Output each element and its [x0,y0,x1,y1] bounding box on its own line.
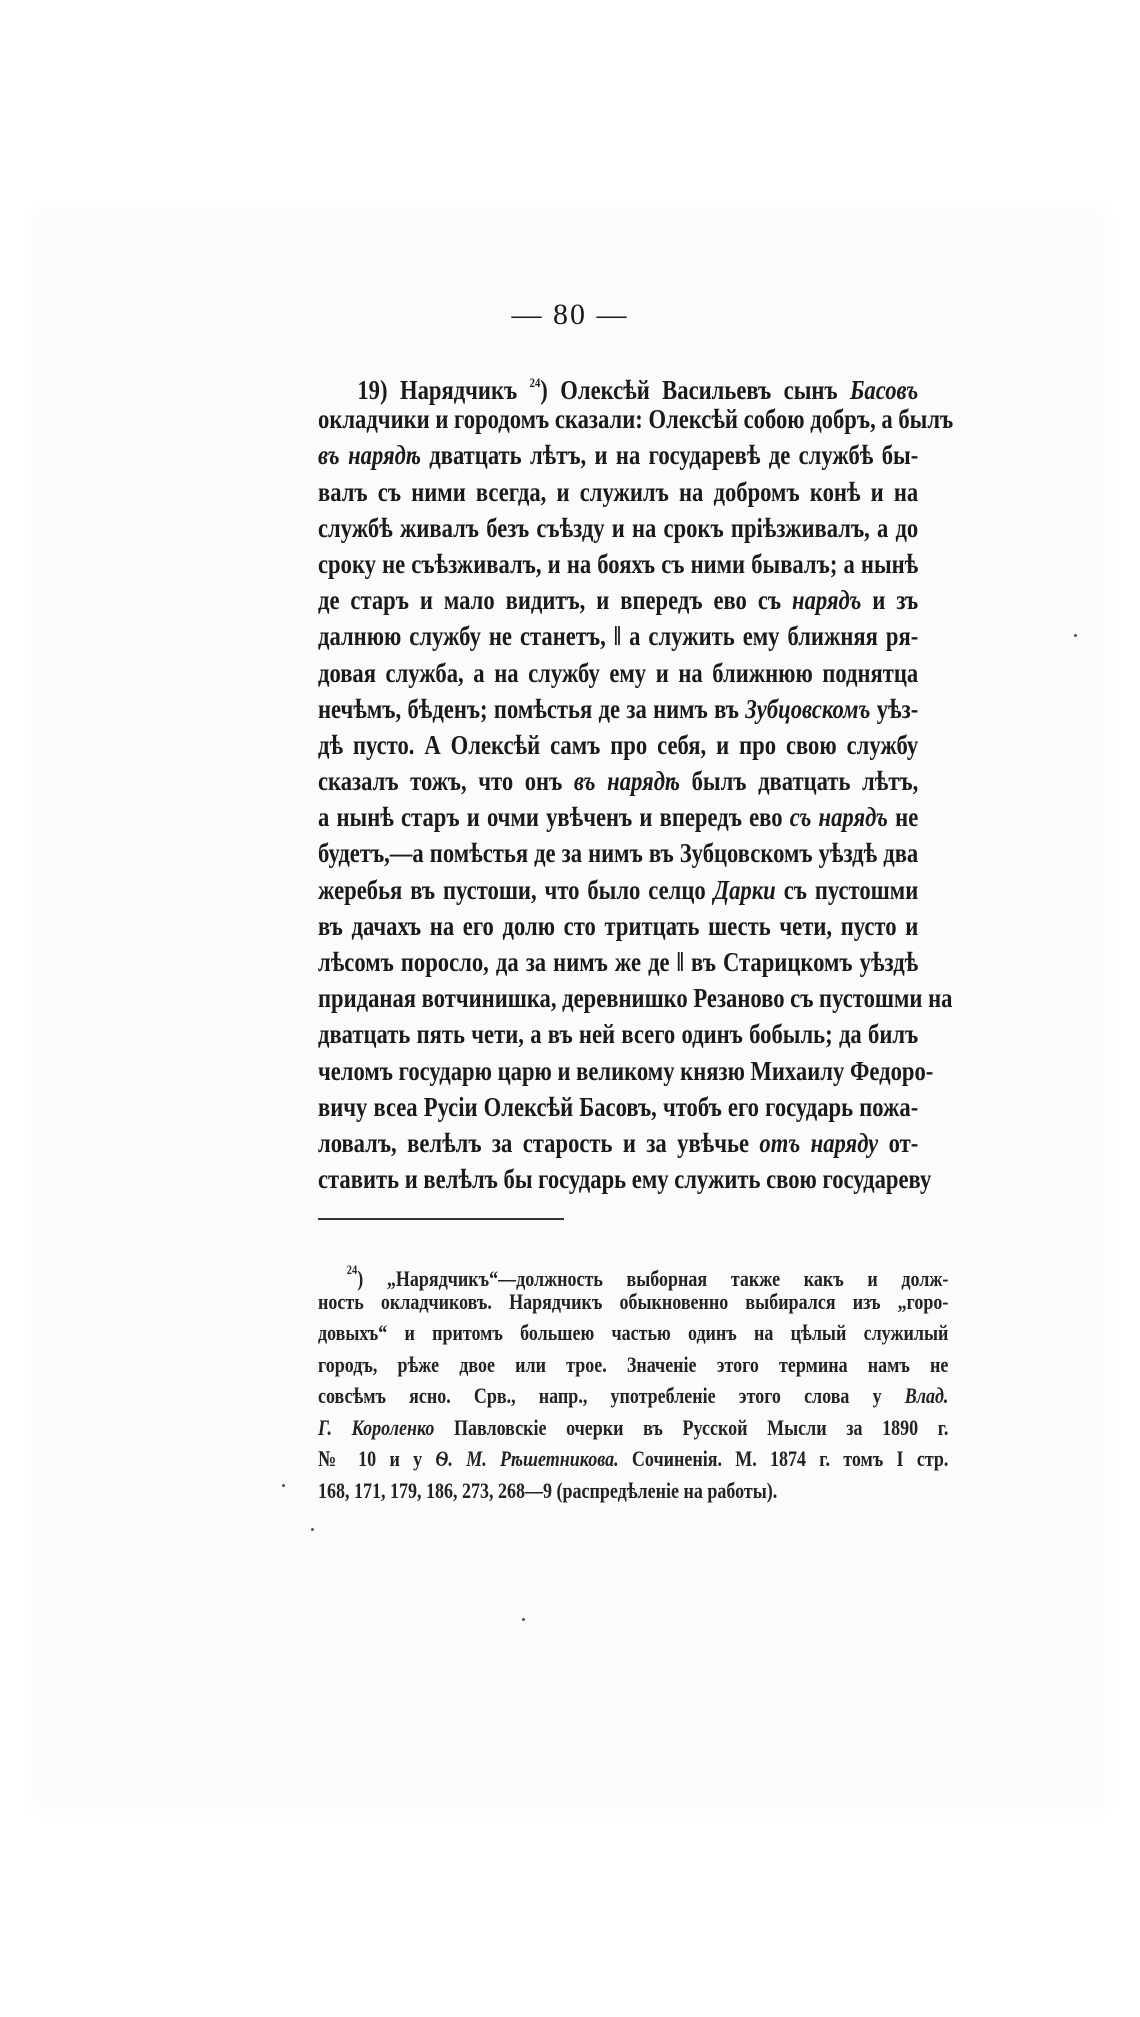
main-text-line [318,908,918,944]
footnote-line [318,1254,949,1291]
main-text-line [318,546,918,582]
footnote-line-italic: Влад. [904,1383,949,1408]
main-text-line-text: съ пустошми [775,873,919,905]
speck [311,1528,314,1531]
main-text-line [318,1053,934,1089]
main-text-line-text: ставить и велѣлъ бы государь ему служить свою государеву [318,1163,932,1195]
footnote-line [318,1317,948,1349]
footnote-line [318,1286,948,1318]
main-text-line-text: ) Олексѣй Васильевъ сынъ [540,374,851,405]
footnote-line [318,1349,948,1381]
main-text-line [318,691,918,727]
main-text-line [318,1125,918,1161]
footnote-line [318,1475,948,1507]
main-text-line-text: былъ дватцать лѣтъ, [680,765,919,797]
main-text-line-text: сказалъ тожъ, что онъ [318,765,574,797]
main-text-line [318,944,918,980]
main-text-line [318,727,918,763]
main-text-line [318,1016,918,1052]
main-text-line [318,799,918,835]
main-text-line-text: вичу всеа Русіи Олексѣй Басовъ, чтобъ его государь пожа- [318,1090,919,1122]
main-text-line [318,1089,918,1125]
main-text-line [318,401,954,437]
main-text-line-text: довая служба, а на службу ему и на ближнюю поднятца [318,656,919,688]
main-text-line-text: не [887,801,919,833]
main-text-line-italic: въ нарядѣ [573,765,681,797]
main-text-line [318,872,918,908]
footnote-line-italic: Ѳ. М. Рѣшетникова. [435,1446,619,1471]
speck [282,1484,285,1487]
main-text-line-italic: отъ наряду [759,1126,879,1158]
main-text-line [318,365,919,405]
footnote-line [318,1443,948,1475]
main-text-line-text: приданая вотчинишка, деревнишко Резаново съ пустошми на [318,982,953,1014]
footnote-line-text: городъ, рѣже двое или трое. Значеніе этого термина намъ не [318,1351,949,1377]
main-text-line-italic: съ нарядъ [789,801,888,833]
main-text-line [318,835,918,871]
speck [1074,634,1077,637]
footnote-line [318,1412,948,1444]
main-text-line-text: валъ съ ними всегда, и служилъ на добромъ конѣ и на [318,475,919,507]
footnote-line-text: Павловскіе очерки въ Русской Мысли за 1890 г. [434,1414,949,1440]
footnote-line-text: ) „Нарядчикъ“—должность выборная также какъ и долж- [357,1266,949,1291]
main-text-line-text: окладчики и городомъ сказали: Олексѣй собою добръ, а былъ [318,403,954,435]
footnote-line-italic: Г. Короленко [318,1414,435,1440]
main-text-line-italic: нарядъ [792,584,862,616]
main-text-line [318,510,918,546]
main-text-line-text: 19) [357,374,400,405]
main-text-block [318,365,954,1197]
main-text-line-footnote-ref: 24 [529,375,541,390]
page-number: — 80 — [511,298,629,331]
main-text-line [318,437,918,473]
main-text-line-text: и зъ [861,584,919,616]
main-text-line [318,618,918,654]
main-text-line-text: дватцать пять чети, а въ ней всего одинъ бобыль; да билъ [318,1018,919,1050]
footnote-line-text: довыхъ“ и притомъ большею частью одинъ на цѣлый служилый [318,1320,949,1345]
footnote-line [318,1380,948,1412]
main-text-line-text: жеребья въ пустоши, что было селцо [318,873,714,905]
footnote-line-text: ность окладчиковъ. Нарядчикъ обыкновенно выбирался изъ „горо- [318,1288,949,1314]
footnote-line-text: совсѣмъ ясно. Срв., напр., употребленіе этого слова у [318,1383,905,1408]
main-text-line-text: будетъ,—а помѣстья де за нимъ въ Зубцовскомъ уѣздѣ два [318,837,919,869]
main-text-line [318,1161,932,1197]
footnote-line-footnote-ref: 24 [346,1262,358,1277]
main-text-line [318,980,953,1016]
main-text-line-text: от- [878,1126,919,1158]
main-text-line-text: де старъ и мало видитъ, и впередъ ево съ [318,584,793,616]
footnote-separator [318,1218,564,1220]
main-text-line-text: нечѣмъ, бѣденъ; помѣстья де за нимъ въ [318,692,746,724]
footnote-line-text: Сочиненія. М. 1874 г. томъ I стр. [618,1446,949,1471]
main-text-line-text: челомъ государю царю и великому князю Михаилу Федоро- [318,1054,934,1086]
main-text-line-text: дватцать лѣтъ, и на государевѣ де службѣ бы- [420,439,919,471]
main-text-line-italic: Дарки [713,873,776,905]
main-text-line [318,474,918,510]
main-text-line-text: а нынѣ старъ и очми увѣченъ и впередъ ево [318,801,790,833]
main-text-line-text: лѣсомъ поросло, да за нимъ же де ‖ въ Старицкомъ уѣздѣ [318,946,919,977]
main-text-line [318,655,918,691]
main-text-line-text: сроку не съѣзживалъ, и на бояхъ съ ними бывалъ; а нынѣ [318,547,919,579]
main-text-line-text: далнюю службу не станетъ, ‖ а служить ему ближняя ря- [318,620,919,652]
main-text-line [318,582,918,618]
main-text-line-text: службѣ живалъ безъ съѣзду и на срокъ пріѣзживалъ, а до [318,511,919,543]
footnote-line-text: № 10 и у [318,1446,436,1471]
main-text-line-text: уѣз- [870,692,919,724]
speck [522,1618,525,1621]
main-text-line-text: въ дачахъ на его долю сто тритцать шесть чети, пусто и [318,909,919,941]
main-text-line-italic: Зубцовскомъ [745,692,871,724]
main-text-line-text: дѣ пусто. А Олексѣй самъ про себя, и про свою службу [318,728,919,760]
footnote-block [318,1254,948,1506]
footnote-line-text: 168, 171, 179, 186, 273, 268—9 (распредѣленіе на работы). [318,1477,778,1503]
main-text-line [318,763,918,799]
main-text-line-italic: въ нарядѣ [318,439,421,471]
main-text-line-italic: Басовъ [850,374,919,405]
main-text-line-term: Нарядчикъ [399,374,530,405]
main-text-line-text: ловалъ, велѣлъ за старость и за увѣчье [318,1126,760,1158]
